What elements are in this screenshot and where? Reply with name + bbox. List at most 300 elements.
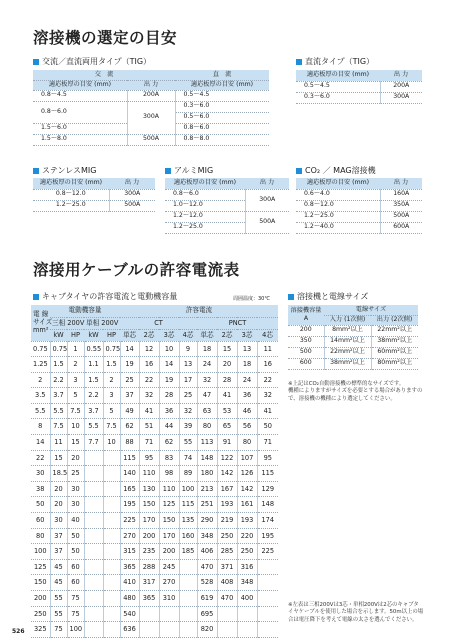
table-cell: 115 <box>257 466 278 482</box>
table-cell: 107 <box>237 450 257 466</box>
wire-size-cell: 5.5 <box>31 403 50 419</box>
table-cell: 3 <box>103 388 120 404</box>
table-cell <box>103 606 120 622</box>
table-cell: 32 <box>139 388 159 404</box>
table-cell: 315 <box>120 544 139 560</box>
table-cell: 200 <box>159 544 179 560</box>
column-header: 4芯 <box>179 329 197 341</box>
table-co2-mag <box>296 178 422 234</box>
table-cell <box>103 528 120 544</box>
table-cell: 130 <box>139 481 159 497</box>
table-cell: 63 <box>197 403 217 419</box>
table-cell: 15 <box>217 341 237 357</box>
table-cell: 75 <box>67 591 84 607</box>
table-cell: 16 <box>139 357 159 373</box>
table-row: 350 14mm²以上 38mm²以上 <box>288 336 418 347</box>
table-cell: 348 <box>237 575 257 591</box>
column-header: kW <box>50 329 67 341</box>
table-cell <box>84 606 103 622</box>
table-cell: 37 <box>50 544 67 560</box>
table-row <box>31 341 278 357</box>
table-cell <box>103 497 120 513</box>
table-header: 適応板厚の目安 (mm) 出 力 適応板厚の目安 (mm) <box>33 80 269 90</box>
table-cell: 167 <box>217 481 237 497</box>
table-cell: 408 <box>217 575 237 591</box>
table-cell <box>84 591 103 607</box>
wire-size-cell: 150 <box>31 575 50 591</box>
table-cell: 65 <box>217 419 237 435</box>
table-cell: 95 <box>139 450 159 466</box>
table-cell: 15 <box>50 450 67 466</box>
table-cell <box>103 575 120 591</box>
wire-size-cell: 60 <box>31 513 50 529</box>
table-row <box>31 559 278 575</box>
table-cell: 225 <box>257 544 278 560</box>
table-cell: 170 <box>159 528 179 544</box>
table-cell: 75 <box>67 606 84 622</box>
table-cell: 251 <box>197 497 217 513</box>
table-tig-acdc <box>33 70 269 146</box>
table-cell: 470 <box>217 591 237 607</box>
table-cell: 40 <box>67 513 84 529</box>
table-row: 1.0〜12.0 <box>165 200 289 211</box>
table-cell: 195 <box>120 497 139 513</box>
table-cell: 129 <box>257 481 278 497</box>
table-cell: 11 <box>257 341 278 357</box>
table-cell: 89 <box>179 466 197 482</box>
table-cell: 200 <box>139 528 159 544</box>
table-row: 0.8〜4.5 200A 0.5〜4.5 <box>33 90 269 101</box>
table-cell <box>103 559 120 575</box>
table-header <box>31 329 278 341</box>
table-cell: 371 <box>217 559 237 575</box>
table-row <box>31 435 278 451</box>
square-bullet-icon <box>33 59 39 65</box>
table-cell: 540 <box>120 606 139 622</box>
table-row <box>31 544 278 560</box>
table-cell <box>179 606 197 622</box>
table-cell: 18 <box>197 341 217 357</box>
table-cell: 41 <box>217 388 237 404</box>
table-cell: 270 <box>120 528 139 544</box>
table-cell: 62 <box>120 419 139 435</box>
table-cell: 18 <box>237 357 257 373</box>
table-cell <box>103 591 120 607</box>
table-cell: 250 <box>217 528 237 544</box>
table-cell: 365 <box>139 591 159 607</box>
table-cell <box>103 481 120 497</box>
table-row: 1.5〜6.0 0.8〜6.0 <box>33 123 269 134</box>
table-cell: 160 <box>179 528 197 544</box>
table-cell: 55 <box>50 591 67 607</box>
table-cell: 75 <box>50 622 67 638</box>
square-bullet-icon <box>288 294 294 300</box>
table-cell: 0.55 <box>84 341 103 357</box>
wire-size-cell: 8 <box>31 419 50 435</box>
table-cell: 470 <box>197 559 217 575</box>
table-cell: 53 <box>217 403 237 419</box>
table-cell: 310 <box>159 591 179 607</box>
table-cell: 245 <box>159 559 179 575</box>
table-row <box>31 419 278 435</box>
table-cell: 71 <box>139 435 159 451</box>
table-row <box>31 528 278 544</box>
cabtire-note: ※左表は三相200Vは3芯・単相200Vは2芯のキャブタ イヤケーブルを使用した場合を示します。50m以上の場 合は電圧降下を考えて電線の太さを選んでください。 <box>288 602 424 623</box>
table-cell <box>257 575 278 591</box>
table-cell: 285 <box>217 544 237 560</box>
table-cell: 50 <box>257 419 278 435</box>
wire-size-cell: 50 <box>31 497 50 513</box>
table-cell: 113 <box>197 435 217 451</box>
table-cell: 110 <box>159 481 179 497</box>
table-header: 適応板厚の目安 (mm) 出 力 <box>165 178 289 189</box>
ambient-temperature: 周囲温度：30℃ <box>233 296 270 302</box>
table-cell: 3.7 <box>50 388 67 404</box>
table-header: 適応板厚の目安 (mm) 出 力 <box>296 178 422 189</box>
table-row: 0.8〜6.0 300A <box>165 189 289 200</box>
table-cell: 100 <box>67 622 84 638</box>
table-cell: 10 <box>103 435 120 451</box>
column-header: 3芯 <box>237 329 257 341</box>
table-cell: 5 <box>67 388 84 404</box>
table-cell <box>237 622 257 638</box>
table-cell <box>179 559 197 575</box>
column-header: kW <box>84 329 103 341</box>
table-cell <box>257 606 278 622</box>
table-cell: 193 <box>217 497 237 513</box>
table-cell: 11 <box>50 435 67 451</box>
table-cell <box>237 606 257 622</box>
table-cell: 316 <box>237 559 257 575</box>
table-cell: 122 <box>217 450 237 466</box>
table-cell: 480 <box>120 591 139 607</box>
table-cell: 125 <box>159 497 179 513</box>
table-cell: 270 <box>159 575 179 591</box>
table-cell: 1.1 <box>84 357 103 373</box>
table-row <box>31 497 278 513</box>
table-cell: 32 <box>179 403 197 419</box>
table-cell: 213 <box>197 481 217 497</box>
table-cell: 148 <box>257 497 278 513</box>
table-row: 1.2〜25.0 500A <box>33 200 155 211</box>
table-row: 500 22mm²以上 60mm²以上 <box>288 347 418 358</box>
table-cell: 30 <box>67 497 84 513</box>
wire-size-cell: 125 <box>31 559 50 575</box>
table-row <box>31 575 278 591</box>
table-cell: 14 <box>159 357 179 373</box>
table-cell: 30 <box>67 481 84 497</box>
table-cell: 5.5 <box>50 403 67 419</box>
table-cell: 50 <box>67 528 84 544</box>
section-alumi-mig: アルミMIG <box>165 165 213 176</box>
table-cell <box>84 544 103 560</box>
table-cell: 695 <box>197 606 217 622</box>
table-header: 三相 200V 単相 200V CT PNCT <box>31 317 278 329</box>
square-bullet-icon <box>33 168 39 174</box>
table-row <box>31 466 278 482</box>
table-cell: 17 <box>179 372 197 388</box>
table-cell <box>84 450 103 466</box>
table-cell: 55 <box>179 435 197 451</box>
table-row: 1.2〜25.0 <box>165 222 289 233</box>
table-cell: 20 <box>217 357 237 373</box>
table-cell: 10 <box>159 341 179 357</box>
column-header: 2芯 <box>139 329 159 341</box>
table-row <box>31 481 278 497</box>
table-cell: 219 <box>217 513 237 529</box>
square-bullet-icon <box>296 59 302 65</box>
table-cell: 150 <box>139 497 159 513</box>
table-cell: 142 <box>237 481 257 497</box>
table-cell: 1.5 <box>50 357 67 373</box>
table-row <box>31 357 278 373</box>
column-header: 3芯 <box>159 329 179 341</box>
table-cell: 317 <box>139 575 159 591</box>
table-cell: 56 <box>237 419 257 435</box>
table-cell: 14 <box>120 341 139 357</box>
table-cell: 20 <box>67 450 84 466</box>
table-cell: 110 <box>139 466 159 482</box>
table-cell: 2 <box>103 372 120 388</box>
table-cell: 619 <box>197 591 217 607</box>
table-cell <box>179 575 197 591</box>
table-cell: 135 <box>179 513 197 529</box>
table-cell: 47 <box>197 388 217 404</box>
table-cell: 71 <box>257 435 278 451</box>
table-row <box>31 622 278 638</box>
table-cell: 91 <box>217 435 237 451</box>
table-cell: 148 <box>197 450 217 466</box>
table-cell: 41 <box>257 403 278 419</box>
page-title-selection: 溶接機の選定の目安 <box>33 29 178 47</box>
page-title-cable: 溶接用ケーブルの許容電流表 <box>33 261 240 279</box>
table-cell: 5.5 <box>84 419 103 435</box>
table-cell: 20 <box>50 497 67 513</box>
table-cell: 7.5 <box>103 419 120 435</box>
table-row <box>31 450 278 466</box>
table-cell: 528 <box>197 575 217 591</box>
table-cell: 36 <box>159 403 179 419</box>
wire-size-cell: 0.75 <box>31 341 50 357</box>
table-cell: 36 <box>237 388 257 404</box>
table-cell: 126 <box>237 466 257 482</box>
table-alumi-mig <box>165 178 289 234</box>
table-cell: 1.5 <box>103 357 120 373</box>
wire-size-header: 電 線 サイズ mm² <box>31 305 50 341</box>
table-cell <box>84 575 103 591</box>
table-cell: 348 <box>197 528 217 544</box>
table-cell <box>84 481 103 497</box>
column-header: 2芯 <box>217 329 237 341</box>
table-cell: 80 <box>197 419 217 435</box>
wire-size-cell: 80 <box>31 528 50 544</box>
table-cell: 25 <box>179 388 197 404</box>
table-cell: 165 <box>120 481 139 497</box>
table-cell: 98 <box>159 466 179 482</box>
section-cabtire: キャブタイヤの許容電流と電動機容量 <box>33 291 177 302</box>
table-cell: 400 <box>237 591 257 607</box>
table-cell: 22 <box>257 372 278 388</box>
table-cell: 3 <box>67 372 84 388</box>
table-cell: 410 <box>120 575 139 591</box>
table-cell: 20 <box>50 481 67 497</box>
table-cell <box>159 622 179 638</box>
table-cell: 50 <box>67 544 84 560</box>
table-cell: 88 <box>120 435 139 451</box>
table-cell: 37 <box>120 388 139 404</box>
table-cell: 12 <box>139 341 159 357</box>
section-tig-acdc: 交流／直流両用タイプ（TIG） <box>33 56 151 67</box>
table-cell: 13 <box>237 341 257 357</box>
table-cell <box>84 466 103 482</box>
table-cell: 161 <box>237 497 257 513</box>
table-header: 適応板厚の目安 (mm) 出 力 <box>33 178 155 189</box>
table-cell: 820 <box>197 622 217 638</box>
wire-size-cell: 3.5 <box>31 388 50 404</box>
wire-size-cell: 200 <box>31 591 50 607</box>
table-header: 溶接機容量 A 電線サイズ <box>288 305 418 315</box>
table-cell: 22 <box>139 372 159 388</box>
table-cell: 10 <box>67 419 84 435</box>
table-cell: 41 <box>139 403 159 419</box>
table-cell: 220 <box>237 528 257 544</box>
table-cell: 60 <box>67 559 84 575</box>
table-cell <box>84 513 103 529</box>
table-row: 1.2〜12.0 500A <box>165 211 289 222</box>
table-cell: 80 <box>237 435 257 451</box>
wire-size-cell: 38 <box>31 481 50 497</box>
wire-size-cell: 2 <box>31 372 50 388</box>
table-cell <box>257 559 278 575</box>
table-cell: 51 <box>139 419 159 435</box>
table-cell: 0.75 <box>103 341 120 357</box>
table-row: 0.8〜6.0 300A 0.3〜6.0 <box>33 101 269 112</box>
table-row: 0.8〜12.0 300A <box>33 189 155 200</box>
table-cell: 2.2 <box>50 372 67 388</box>
table-cell: 15 <box>67 435 84 451</box>
table-cell: 180 <box>197 466 217 482</box>
table-cell: 193 <box>237 513 257 529</box>
table-cell: 16 <box>257 357 278 373</box>
table-wire-size <box>288 305 418 370</box>
table-cell: 60 <box>67 575 84 591</box>
table-cell: 19 <box>120 357 139 373</box>
table-cell: 39 <box>179 419 197 435</box>
column-header: 単芯 <box>197 329 217 341</box>
table-cell <box>84 528 103 544</box>
table-cell: 150 <box>159 513 179 529</box>
table-cell: 7.5 <box>50 419 67 435</box>
table-cell: 250 <box>237 544 257 560</box>
table-row: 1.2〜40.0 600A <box>296 222 422 233</box>
table-cell: 142 <box>217 466 237 482</box>
table-row <box>31 606 278 622</box>
table-cell: 13 <box>179 357 197 373</box>
section-wire-size: 溶接機と電線サイズ <box>288 291 368 302</box>
table-cell <box>139 622 159 638</box>
wire-size-cell: 22 <box>31 450 50 466</box>
table-row <box>31 513 278 529</box>
table-cell: 28 <box>217 372 237 388</box>
wire-size-cell: 325 <box>31 622 50 638</box>
table-cell <box>103 466 120 482</box>
section-dc-tig: 直流タイプ（TIG） <box>296 56 374 67</box>
table-cell <box>179 591 197 607</box>
table-cell <box>84 497 103 513</box>
table-cell <box>84 622 103 638</box>
square-bullet-icon <box>33 294 39 300</box>
table-cell: 195 <box>257 528 278 544</box>
table-cell: 62 <box>159 435 179 451</box>
table-cell: 1.5 <box>84 372 103 388</box>
table-row: 0.5〜4.5 200A <box>296 81 422 92</box>
table-stainless-mig <box>33 178 155 212</box>
table-cell: 2 <box>67 357 84 373</box>
section-co2-mag: CO₂ ／ MAG溶接機 <box>296 165 376 176</box>
table-cell: 49 <box>120 403 139 419</box>
table-cell <box>217 606 237 622</box>
table-cell: 74 <box>179 450 197 466</box>
table-cell: 115 <box>120 450 139 466</box>
table-dc-tig <box>296 70 422 104</box>
table-cell: 365 <box>120 559 139 575</box>
table-cell: 1 <box>67 341 84 357</box>
wire-size-cell: 100 <box>31 544 50 560</box>
table-cabtire <box>31 305 278 638</box>
table-cell <box>139 606 159 622</box>
table-cell: 5 <box>103 403 120 419</box>
square-bullet-icon <box>165 168 171 174</box>
table-cell <box>103 622 120 638</box>
table-cell: 290 <box>197 513 217 529</box>
table-cell <box>217 622 237 638</box>
table-cell: 30 <box>50 513 67 529</box>
wire-size-cell: 250 <box>31 606 50 622</box>
table-cell: 288 <box>139 559 159 575</box>
table-cell: 45 <box>50 559 67 575</box>
table-cell <box>179 622 197 638</box>
table-row: 1.5〜8.0 500A 0.8〜8.0 <box>33 134 269 145</box>
column-header: 4芯 <box>257 329 278 341</box>
table-cell: 0.75 <box>50 341 67 357</box>
table-row: 1.2〜25.0 500A <box>296 211 422 222</box>
table-row: 0.8〜12.0 350A <box>296 200 422 211</box>
column-header: 単芯 <box>120 329 139 341</box>
table-cell: 9 <box>179 341 197 357</box>
table-row: 0.3〜6.0 300A <box>296 92 422 103</box>
table-cell: 174 <box>257 513 278 529</box>
table-cell: 115 <box>179 497 197 513</box>
table-cell: 45 <box>50 575 67 591</box>
wire-size-cell: 14 <box>31 435 50 451</box>
table-cell: 37 <box>50 528 67 544</box>
table-cell: 19 <box>159 372 179 388</box>
table-cell: 25 <box>120 372 139 388</box>
table-cell: 83 <box>159 450 179 466</box>
table-cell: 636 <box>120 622 139 638</box>
table-cell: 2.2 <box>84 388 103 404</box>
table-cell <box>103 450 120 466</box>
table-row: 600 38mm²以上 80mm²以上 <box>288 358 418 369</box>
table-cell: 95 <box>257 450 278 466</box>
table-cell: 46 <box>237 403 257 419</box>
table-cell: 185 <box>179 544 197 560</box>
table-cell: 7.7 <box>84 435 103 451</box>
table-cell: 24 <box>197 357 217 373</box>
table-header: 適応板厚の目安 (mm) 出 力 <box>296 70 422 81</box>
table-cell: 235 <box>139 544 159 560</box>
table-cell <box>257 591 278 607</box>
